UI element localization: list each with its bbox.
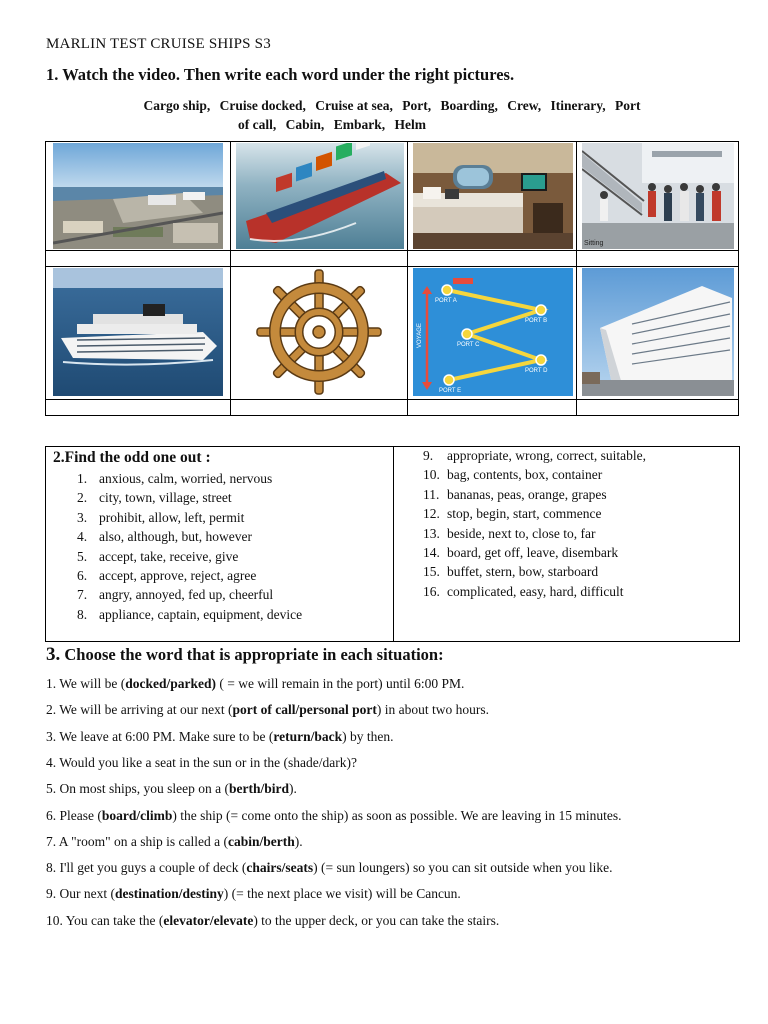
- word-bank-item: Port,: [402, 98, 432, 113]
- answer-blank-6[interactable]: [230, 399, 408, 416]
- itinerary-label: PORT C: [457, 342, 480, 348]
- item-number: 15.: [423, 564, 440, 580]
- item-words: bag, contents, box, container: [447, 467, 603, 483]
- itinerary-label: VOYAGE: [417, 323, 423, 348]
- word-bank-item: Port: [615, 98, 641, 113]
- question-text: ) (= sun loungers) so you can sit outside when you like.: [313, 860, 613, 876]
- word-bank-item: Boarding,: [440, 98, 498, 113]
- answer-blank-8[interactable]: [576, 399, 739, 416]
- itinerary-label: PORT D: [525, 368, 548, 374]
- odd-one-out-box: [45, 446, 740, 642]
- item-number: 16.: [423, 583, 440, 599]
- word-bank-item: Crew,: [507, 98, 542, 113]
- question-item: [46, 755, 357, 771]
- item-words: appliance, captain, equipment, device: [99, 606, 303, 622]
- answer-blank-4[interactable]: [576, 250, 739, 267]
- item-words: prohibit, allow, left, permit: [99, 509, 245, 525]
- question-text: ) the ship (= come onto the ship) as soon as possible. We are leaving in 15 minutes.: [172, 807, 622, 823]
- question-text: ).: [294, 833, 303, 849]
- question-text: 3. We leave at 6:00 PM. Make sure to be (: [46, 728, 274, 744]
- answer-blank-3[interactable]: [407, 250, 577, 267]
- word-bank-item: Cabin,: [285, 117, 325, 132]
- item-number: 3.: [77, 509, 88, 525]
- question-text: ( = we will remain in the port) until 6:00 PM.: [216, 676, 465, 691]
- question-item: [46, 702, 489, 718]
- item-words: angry, annoyed, fed up, cheerful: [99, 587, 274, 603]
- question-text: 2. We will be arriving at our next (: [46, 702, 233, 718]
- question-text: ) by then.: [342, 728, 394, 744]
- question-item: [46, 860, 612, 876]
- item-words: city, town, village, street: [99, 490, 232, 506]
- odd-one-out-item: [423, 545, 646, 564]
- word-bank: [46, 96, 738, 134]
- odd-one-out-item: [77, 490, 302, 509]
- boarding-image: [582, 143, 734, 249]
- question-item: [46, 886, 461, 902]
- odd-one-out-item: [423, 584, 646, 603]
- item-number: 4.: [77, 529, 88, 545]
- answer-choices: port of call/personal port: [232, 702, 377, 718]
- item-words: appropriate, wrong, correct, suitable,: [447, 448, 647, 463]
- question-item: [46, 676, 464, 692]
- answer-choices: berth/bird: [229, 781, 290, 797]
- question-text: ) (= the next place we visit) will be Cancun.: [223, 886, 461, 902]
- section1-heading: 1. Watch the video. Then write each word under the right pictures.: [46, 65, 515, 84]
- odd-one-out-list-left: [77, 471, 302, 626]
- answer-choices: elevator/elevate: [163, 912, 254, 928]
- answer-choices: destination/destiny: [114, 886, 224, 902]
- item-words: beside, next to, close to, far: [447, 525, 596, 541]
- question-item: [46, 729, 394, 745]
- column-divider: [393, 447, 394, 641]
- itinerary-label: PORT B: [525, 318, 548, 324]
- item-number: 8.: [77, 606, 88, 622]
- item-number: 13.: [423, 525, 440, 541]
- question-text: ).: [289, 781, 297, 797]
- answer-choices: chairs/seats: [246, 860, 314, 876]
- document-title: MARLIN TEST CRUISE SHIPS S3: [46, 36, 271, 52]
- item-number: 10.: [423, 467, 440, 483]
- cruise-docked-image: [582, 268, 734, 396]
- odd-one-out-item: [77, 549, 302, 568]
- item-number: 1.: [77, 471, 88, 486]
- item-words: also, although, but, however: [99, 529, 252, 545]
- cabin-image: [413, 143, 573, 249]
- answer-blank-2[interactable]: [230, 250, 408, 267]
- word-bank-item: Helm: [394, 117, 426, 132]
- odd-one-out-item: [77, 510, 302, 529]
- helm-wheel-image: [234, 268, 404, 396]
- odd-one-out-item: [77, 471, 302, 490]
- question-text: 9. Our next (: [46, 886, 115, 902]
- item-words: complicated, easy, hard, difficult: [447, 583, 624, 599]
- section3-number: 3.: [46, 644, 61, 665]
- cruise-at-sea-image: [53, 268, 223, 396]
- answer-choices: cabin/berth: [228, 833, 295, 849]
- odd-one-out-item: [423, 526, 646, 545]
- question-text: 5. On most ships, you sleep on a (: [46, 781, 229, 797]
- word-bank-line-1: [46, 96, 738, 115]
- word-bank-item: Cruise at sea,: [315, 98, 393, 113]
- odd-one-out-item: [423, 506, 646, 525]
- word-bank-item: of call,: [238, 117, 277, 132]
- item-number: 2.: [77, 490, 88, 506]
- port-aerial-image: [53, 143, 223, 249]
- answer-blank-5[interactable]: [45, 399, 231, 416]
- odd-one-out-item: [423, 448, 646, 467]
- item-words: bananas, peas, orange, grapes: [447, 486, 607, 502]
- question-item: [46, 834, 303, 850]
- odd-one-out-item: [423, 467, 646, 486]
- question-text: 4. Would you like a seat in the sun or in the (shade/dark)?: [46, 754, 357, 770]
- word-bank-line-2: [46, 115, 738, 134]
- picture-table: [45, 141, 739, 416]
- item-words: anxious, calm, worried, nervous: [99, 471, 273, 486]
- itinerary-label: PORT A: [435, 298, 457, 304]
- cargo-ship-image: [236, 143, 404, 249]
- item-number: 12.: [423, 506, 440, 522]
- odd-one-out-item: [77, 568, 302, 587]
- section3-heading: [46, 644, 444, 666]
- question-text: 8. I'll get you guys a couple of deck (: [46, 860, 247, 876]
- odd-one-out-item: [77, 587, 302, 606]
- answer-blank-1[interactable]: [45, 250, 231, 267]
- odd-one-out-item: [423, 487, 646, 506]
- odd-one-out-item: [77, 607, 302, 626]
- item-words: accept, approve, reject, agree: [99, 567, 257, 583]
- item-number: 7.: [77, 587, 88, 603]
- odd-one-out-item: [77, 529, 302, 548]
- question-text: 7. A "room" on a ship is called a (: [46, 833, 228, 849]
- odd-one-out-list-right: [423, 448, 646, 603]
- item-words: accept, take, receive, give: [99, 548, 239, 564]
- answer-choices: return/back: [273, 728, 343, 744]
- question-text: 10. You can take the (: [46, 912, 164, 928]
- question-text: 6. Please (: [46, 807, 102, 823]
- item-words: stop, begin, start, commence: [447, 506, 602, 522]
- question-text: 1. We will be (: [46, 676, 126, 691]
- question-item: [46, 808, 621, 824]
- itinerary-label: PORT E: [439, 388, 462, 394]
- answer-blank-7[interactable]: [407, 399, 577, 416]
- photo-watermark: Sitting: [584, 240, 604, 247]
- answer-choices: docked/parked): [125, 676, 217, 691]
- word-bank-item: Cruise docked,: [219, 98, 306, 113]
- section2-heading: 2.Find the odd one out :: [53, 449, 211, 466]
- item-number: 11.: [423, 486, 440, 502]
- item-words: board, get off, leave, disembark: [447, 544, 619, 560]
- question-text: ) in about two hours.: [376, 702, 489, 718]
- item-words: buffet, stern, bow, starboard: [447, 564, 599, 580]
- item-number: 14.: [423, 544, 440, 560]
- word-bank-item: Embark,: [333, 117, 386, 132]
- question-text: ) to the upper deck, or you can take the stairs.: [253, 912, 500, 928]
- item-number: 5.: [77, 548, 88, 564]
- question-item: [46, 913, 499, 929]
- word-bank-item: Itinerary,: [550, 98, 606, 113]
- itinerary-map-image: [413, 268, 573, 396]
- odd-one-out-item: [423, 564, 646, 583]
- section3-title: Choose the word that is appropriate in each situation:: [60, 645, 444, 664]
- item-number: 9.: [423, 448, 434, 463]
- question-item: [46, 781, 297, 797]
- item-number: 6.: [77, 567, 88, 583]
- answer-choices: board/climb: [101, 807, 173, 823]
- word-bank-item: Cargo ship,: [143, 98, 211, 113]
